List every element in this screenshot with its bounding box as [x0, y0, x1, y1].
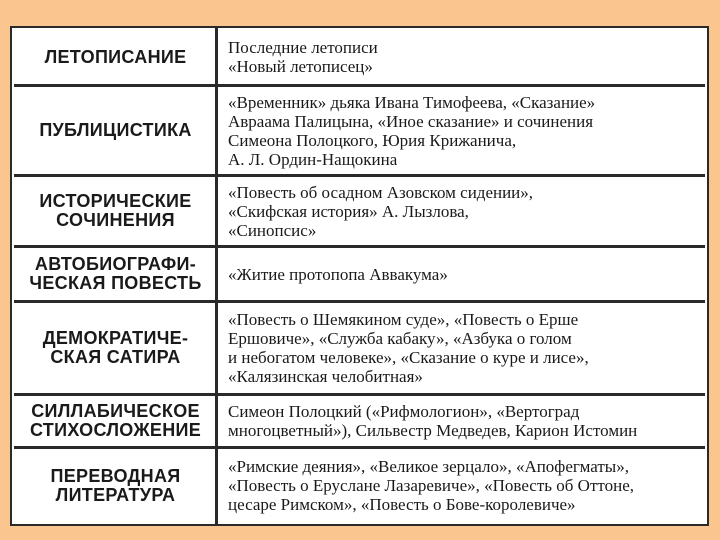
works-cell: «Повесть о Шемякином суде», «Повесть о Ерше Ершовиче», «Служба кабаку», «Азбука о голом и небогатом человеке», «Сказание о куре и лисе», «Калязинская челобитная» [228, 310, 589, 386]
table-row-historical-works [14, 177, 705, 245]
table-row-satire [14, 303, 705, 393]
literature-genres-table [10, 26, 709, 526]
genre-cell: ЛЕТОПИСАНИЕ [44, 46, 187, 67]
table-row-autobiography [14, 248, 705, 300]
genre-cell: СИЛЛАБИЧЕСКОЕ СТИХОСЛОЖЕНИЕ [29, 401, 202, 440]
works-cell: «Временник» дьяка Ивана Тимофеева, «Сказание» Авраама Палицына, «Иное сказание» и сочинения Симеона Полоцкого, Юрия Крижанича, А. Л. Ордин-Нащокина [228, 92, 596, 169]
table-row-translated-literature [14, 449, 705, 522]
table-row-publicism [14, 87, 705, 174]
genre-cell: ПУБЛИЦИСТИКА [39, 120, 192, 140]
genre-cell: ИСТОРИЧЕСКИЕ СОЧИНЕНИЯ [39, 191, 192, 230]
table-row-chronicles [14, 30, 705, 84]
genre-cell: ДЕМОКРАТИЧЕ- СКАЯ САТИРА [42, 328, 189, 367]
genre-cell: АВТОБИОГРАФИ- ЧЕСКАЯ ПОВЕСТЬ [29, 254, 202, 293]
works-cell: Последние летописи «Новый летописец» [228, 38, 378, 76]
works-cell: «Повесть об осадном Азовском сидении», «Скифская история» А. Лызлова, «Синопсис» [228, 182, 534, 240]
works-cell: «Римские деяния», «Великое зерцало», «Апофегматы», «Повесть о Еруслане Лазаревиче», «Повесть об Оттоне, цесаре Римском», «Повесть о Бове-королевиче» [228, 457, 634, 514]
works-cell: Симеон Полоцкий («Рифмологион», «Вертоград многоцветный»), Сильвестр Медведев, Карион Истомин [228, 402, 638, 440]
works-cell: «Житие протопопа Аввакума» [228, 264, 448, 284]
table-row-syllabic-verse [14, 396, 705, 446]
genre-cell: ПЕРЕВОДНАЯ ЛИТЕРАТУРА [50, 465, 181, 505]
